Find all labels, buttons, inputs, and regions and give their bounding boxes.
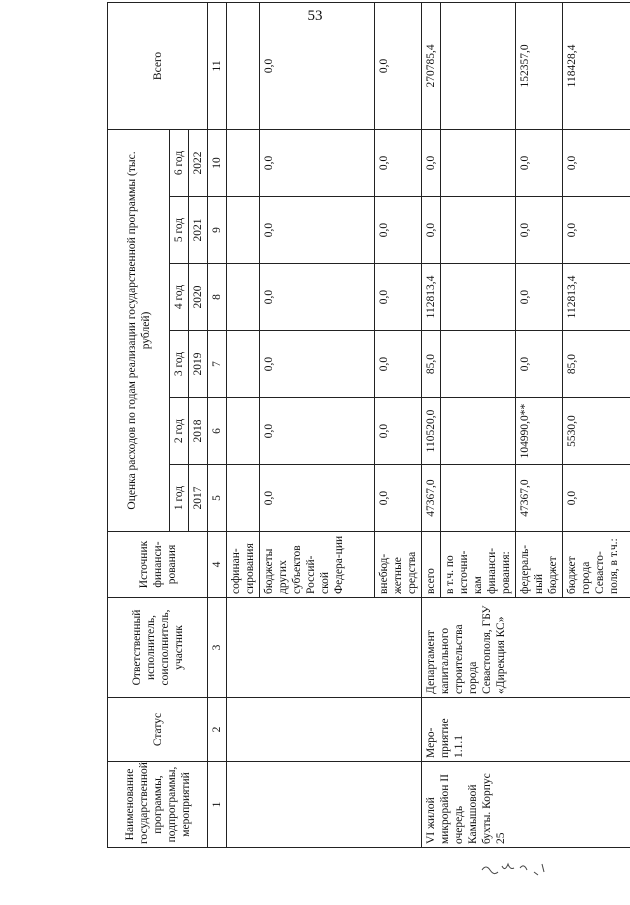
header-year-label: 2 год (170, 398, 189, 465)
value-cell: 0,0 (563, 197, 630, 264)
value-cell: 0,0 (260, 398, 375, 465)
value-cell (227, 264, 260, 331)
column-number: 11 (208, 2, 227, 129)
table-row (422, 2, 441, 847)
value-cell (441, 331, 516, 398)
budget-table-rotated (107, 33, 620, 848)
value-cell: 112813,4 (563, 264, 630, 331)
header-year-label: 3 год (170, 331, 189, 398)
value-cell: 0,0 (375, 398, 422, 465)
table-row (227, 2, 260, 847)
header-year-label: 5 год (170, 197, 189, 264)
header-year: 2021 (189, 197, 208, 264)
measure-status: Меро-приятие 1.1.1 (422, 698, 630, 762)
header-executor: Ответственный исполнитель, соисполнитель, участник (108, 598, 208, 698)
value-cell: 0,0 (516, 129, 563, 196)
column-number: 7 (208, 331, 227, 398)
value-cell: 0,0 (516, 197, 563, 264)
value-cell (441, 398, 516, 465)
column-number: 2 (208, 698, 227, 762)
value-cell (227, 2, 260, 129)
value-cell (227, 398, 260, 465)
value-cell: 0,0 (375, 465, 422, 532)
value-cell (227, 129, 260, 196)
value-cell: 0,0 (563, 129, 630, 196)
value-cell (441, 129, 516, 196)
header-year: 2019 (189, 331, 208, 398)
value-cell: 0,0 (422, 197, 441, 264)
value-cell: 85,0 (563, 331, 630, 398)
header-year-label: 4 год (170, 264, 189, 331)
value-cell: 0,0 (260, 331, 375, 398)
header-year: 2017 (189, 465, 208, 532)
measure-executor: Департамент капитального строительства города Севастополя, ГБУ «Дирекция КС» (422, 598, 630, 698)
source-cell: всего (422, 532, 441, 598)
value-cell: 0,0 (375, 331, 422, 398)
value-cell (441, 2, 516, 129)
header-source: Источник финанси-рования (108, 532, 208, 598)
column-number: 10 (208, 129, 227, 196)
source-cell: федераль-ный бюджет (516, 532, 563, 598)
value-cell (441, 197, 516, 264)
pen-mark (480, 858, 550, 880)
value-cell: 0,0 (260, 264, 375, 331)
column-number: 9 (208, 197, 227, 264)
value-cell: 0,0 (260, 465, 375, 532)
budget-table (107, 2, 630, 848)
value-cell (227, 197, 260, 264)
value-cell: 85,0 (422, 331, 441, 398)
value-cell: 0,0 (260, 129, 375, 196)
header-year: 2020 (189, 264, 208, 331)
page-number: 53 (307, 8, 323, 24)
value-cell (227, 465, 260, 532)
column-number: 3 (208, 598, 227, 698)
header-estimate: Оценка расходов по годам реализации государственной программы (тыс. рублей) (108, 129, 170, 531)
value-cell: 0,0 (375, 264, 422, 331)
value-cell: 118428,4 (563, 2, 630, 129)
value-cell: 0,0 (516, 264, 563, 331)
value-cell: 0,0 (260, 197, 375, 264)
source-cell: бюджеты других субъектов Россий-ской Федера-ции (260, 532, 375, 598)
header-name: Наименование государственной программы, подпрограммы, мероприятий (108, 762, 208, 848)
value-cell (441, 264, 516, 331)
header-total: Всего (108, 2, 208, 129)
value-cell: 0,0 (375, 2, 422, 129)
header-year: 2018 (189, 398, 208, 465)
header-status: Статус (108, 698, 208, 762)
value-cell: 0,0 (375, 197, 422, 264)
source-cell: в т.ч. по источни-кам финанси-рования: (441, 532, 516, 598)
source-cell: софинан-сирования (227, 532, 260, 598)
value-cell: 0,0 (516, 331, 563, 398)
source-cell: внебюд-жетные средства (375, 532, 422, 598)
value-cell: 47367,0 (516, 465, 563, 532)
value-cell (441, 465, 516, 532)
column-number: 6 (208, 398, 227, 465)
value-cell: 270785,4 (422, 2, 441, 129)
value-cell: 152357,0 (516, 2, 563, 129)
value-cell: 0,0 (422, 129, 441, 196)
source-cell: бюджет города Севасто-поля, в т.ч.: (563, 532, 630, 598)
value-cell: 110520,0 (422, 398, 441, 465)
value-cell: 0,0 (260, 2, 375, 129)
column-number: 1 (208, 762, 227, 848)
column-number: 5 (208, 465, 227, 532)
header-year: 2022 (189, 129, 208, 196)
column-number: 8 (208, 264, 227, 331)
column-number: 4 (208, 532, 227, 598)
value-cell: 5530,0 (563, 398, 630, 465)
value-cell: 0,0 (563, 465, 630, 532)
header-year-label: 1 год (170, 465, 189, 532)
value-cell (227, 331, 260, 398)
value-cell: 104990,0** (516, 398, 563, 465)
value-cell: 0,0 (375, 129, 422, 196)
value-cell: 47367,0 (422, 465, 441, 532)
header-year-label: 6 год (170, 129, 189, 196)
value-cell: 112813,4 (422, 264, 441, 331)
measure-name: VI жилой микрорайон II очередь Камышовой бухты. Корпус 25 (422, 762, 630, 848)
rotated-page (107, 33, 620, 848)
